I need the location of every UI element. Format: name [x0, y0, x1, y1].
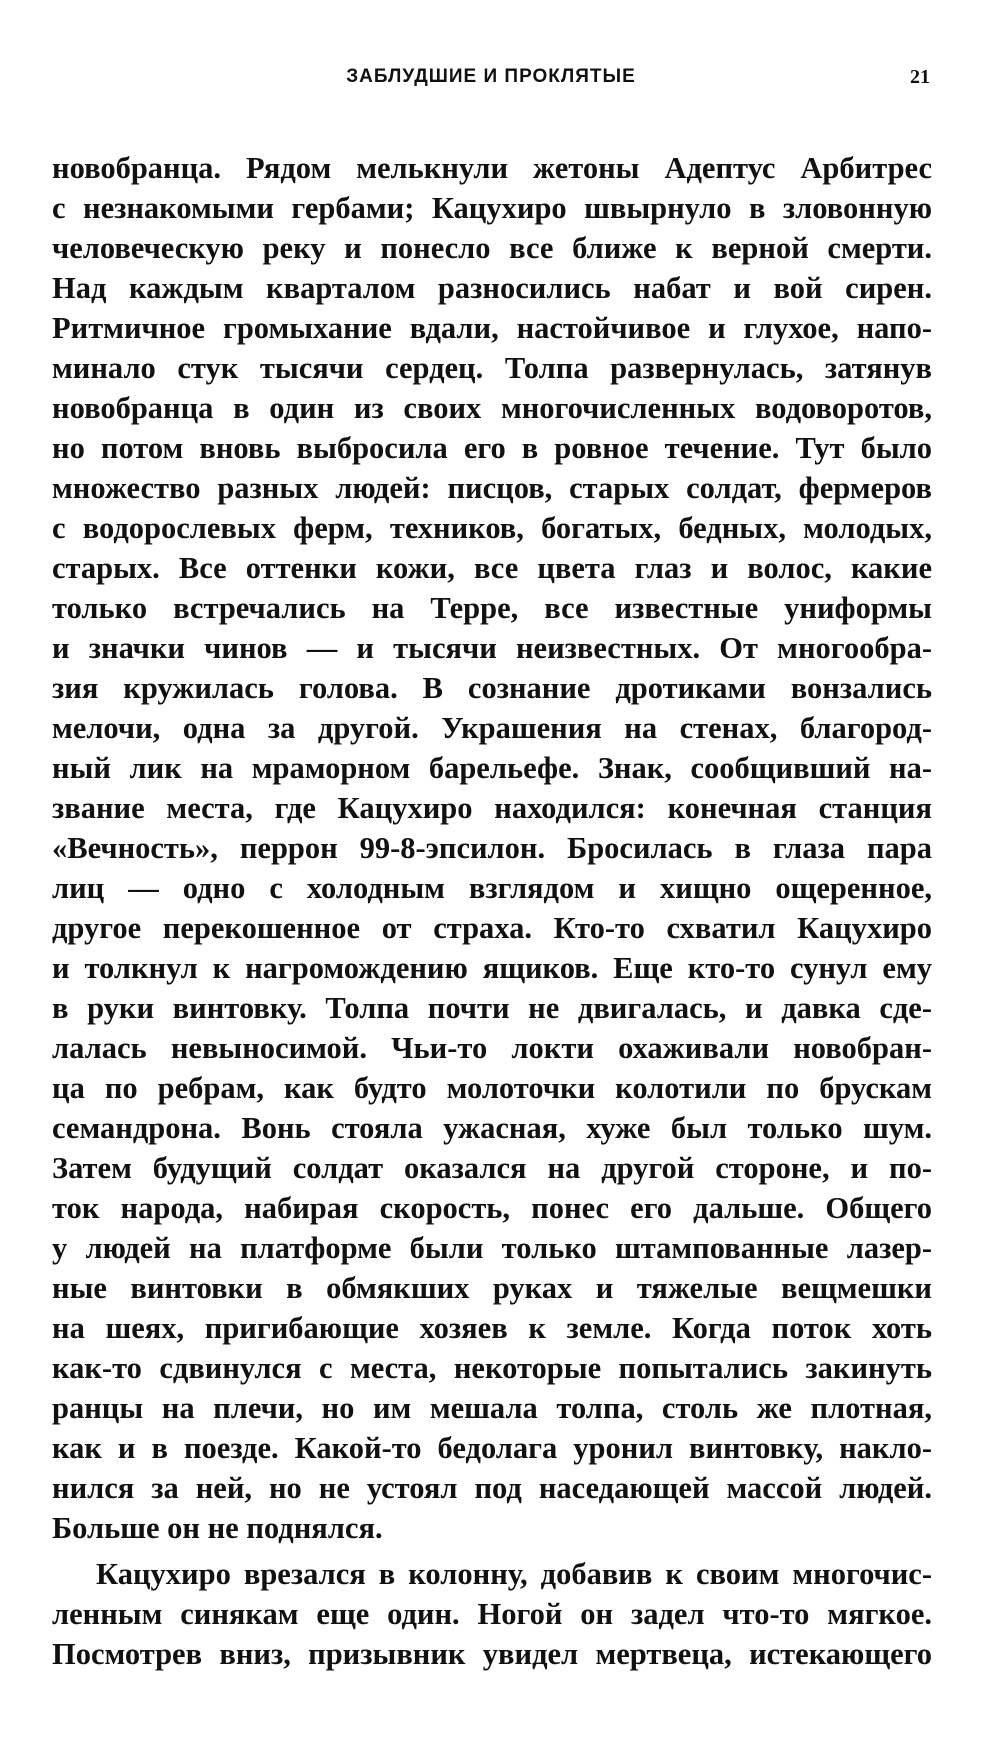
text-line: звание места, где Кацухиро находился: конечная станция: [52, 791, 932, 825]
text-line: и значки чинов — и тысячи неизвестных. От многообра-: [52, 631, 932, 665]
text-line: ный лик на мраморном барельефе. Знак, сообщивший на-: [52, 751, 932, 785]
paragraph-1: [52, 148, 932, 1548]
paragraph-2: [52, 1554, 932, 1674]
text-line: Посмотрев вниз, призывник увидел мертвеца, истекающего: [52, 1637, 932, 1671]
text-line: и толкнул к нагромождению ящиков. Еще кто-то сунул ему: [52, 951, 932, 985]
text-line: человеческую реку и понесло все ближе к верной смерти.: [52, 231, 932, 265]
text-line: но потом вновь выбросила его в ровное течение. Тут было: [52, 431, 932, 465]
text-line: Затем будущий солдат оказался на другой стороне, и по-: [52, 1151, 932, 1185]
text-line: минало стук тысячи сердец. Толпа развернулась, затянув: [52, 351, 932, 385]
text-line: новобранца. Рядом мелькнули жетоны Адептус Арбитрес: [52, 151, 932, 185]
running-head: [52, 66, 930, 96]
body-text: [52, 148, 932, 1674]
text-line: мелочи, одна за другой. Украшения на стенах, благород-: [52, 711, 932, 745]
text-line: Кацухиро врезался в колонну, добавив к своим многочис-: [96, 1557, 932, 1591]
text-line: ленным синякам еще один. Ногой он задел что-то мягкое.: [52, 1597, 932, 1631]
text-line: в руки винтовку. Толпа почти не двигалась, и давка сде-: [52, 991, 932, 1025]
text-line: ранцы на плечи, но им мешала толпа, столь же плотная,: [52, 1391, 932, 1425]
text-line: старых. Все оттенки кожи, все цвета глаз и волос, какие: [52, 551, 932, 585]
text-line: лиц — одно с холодным взглядом и хищно ощеренное,: [52, 871, 932, 905]
text-line: у людей на платформе были только штампованные лазер-: [52, 1231, 932, 1265]
page-number: 21: [910, 66, 930, 88]
text-line: множество разных людей: писцов, старых солдат, фермеров: [52, 471, 932, 505]
text-line: лалась невыносимой. Чьи-то локти охаживали новобран-: [52, 1031, 932, 1065]
text-line: Больше он не поднялся.: [52, 1511, 383, 1545]
text-line: семандрона. Вонь стояла ужасная, хуже был только шум.: [52, 1111, 932, 1145]
text-line: Ритмичное громыхание вдали, настойчивое и глухое, напо-: [52, 311, 932, 345]
text-line: Над каждым кварталом разносились набат и вой сирен.: [52, 271, 932, 305]
text-line: другое перекошенное от страха. Кто-то схватил Кацухиро: [52, 911, 932, 945]
text-line: ток народа, набирая скорость, понес его дальше. Общего: [52, 1191, 932, 1225]
text-line: как и в поезде. Какой-то бедолага уронил винтовку, накло-: [52, 1431, 932, 1465]
text-line: с водорослевых ферм, техников, богатых, бедных, молодых,: [52, 511, 932, 545]
text-line: как-то сдвинулся с места, некоторые попытались закинуть: [52, 1351, 932, 1385]
text-line: новобранца в один из своих многочисленных водоворотов,: [52, 391, 932, 425]
text-line: с незнакомыми гербами; Кацухиро швырнуло в зловонную: [52, 191, 932, 225]
text-line: «Вечность», перрон 99-8-эпсилон. Бросилась в глаза пара: [52, 831, 932, 865]
text-line: ные винтовки в обмякших руках и тяжелые вещмешки: [52, 1271, 932, 1305]
text-line: ца по ребрам, как будто молоточки колотили по брускам: [52, 1071, 932, 1105]
text-line: зия кружилась голова. В сознание дротиками вонзались: [52, 671, 932, 705]
text-line: нился за ней, но не устоял под наседающей массой людей.: [52, 1471, 932, 1505]
text-line: на шеях, пригибающие хозяев к земле. Когда поток хоть: [52, 1311, 932, 1345]
text-line: только встречались на Терре, все известные униформы: [52, 591, 932, 625]
running-title: ЗАБЛУДШИЕ И ПРОКЛЯТЫЕ: [346, 66, 636, 87]
